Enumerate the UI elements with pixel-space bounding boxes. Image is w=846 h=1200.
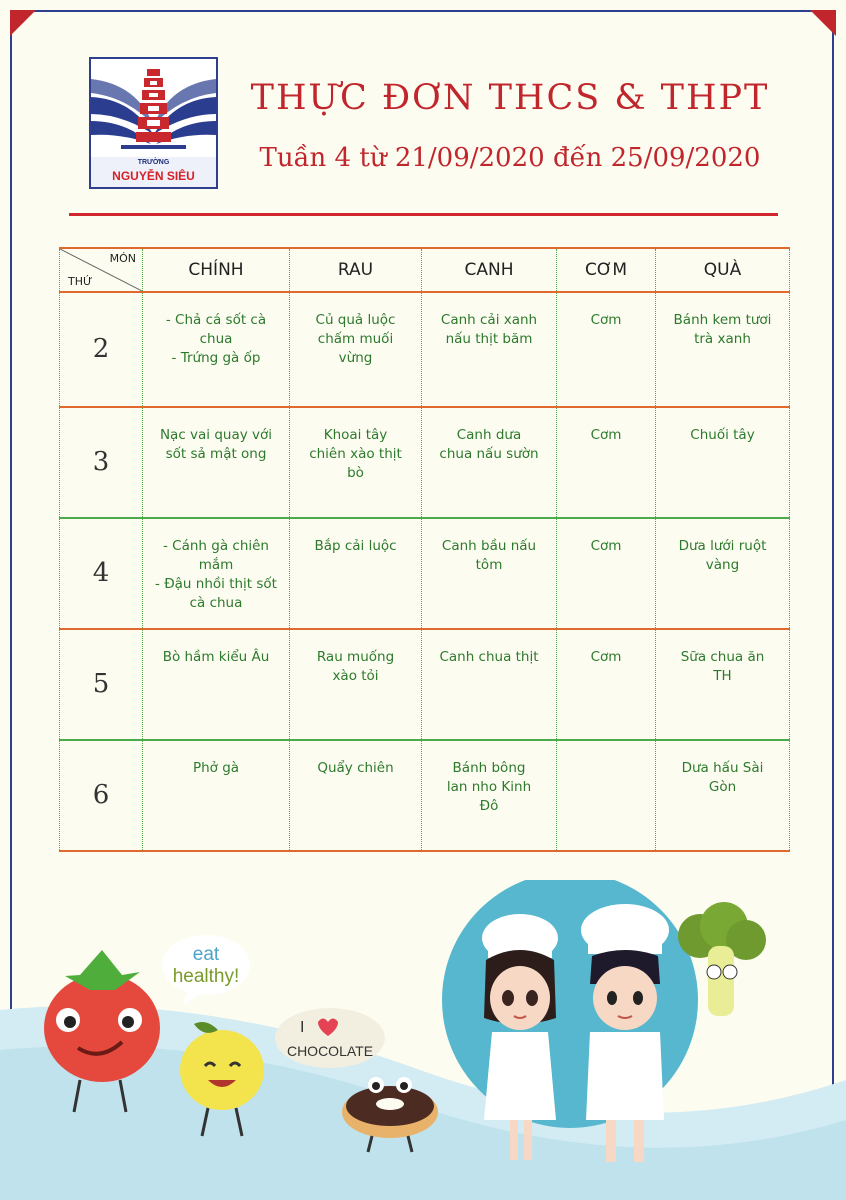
table-row [60, 629, 790, 740]
cell-line: Bắp cải luộc [314, 538, 397, 554]
main-dish-cell [143, 518, 290, 629]
eat-label: eat [192, 944, 220, 965]
table-row [60, 407, 790, 518]
day-cell: 5 [60, 629, 143, 740]
main-dish-cell [143, 292, 290, 407]
cell-line: Canh chua thịt [439, 649, 539, 665]
dessert-cell [656, 740, 790, 851]
cell-line: vừng [338, 350, 373, 366]
dessert-cell [656, 292, 790, 407]
soup-cell [422, 407, 557, 518]
vegetable-cell [290, 740, 422, 851]
column-header: QUÀ [656, 248, 790, 292]
cell-line: Quẩy chiên [317, 760, 394, 776]
cell-line: xào tỏi [332, 668, 379, 684]
day-cell: 3 [60, 407, 143, 518]
rice-cell [557, 407, 656, 518]
speech-bubble [162, 935, 250, 1006]
corner-label-thu: THỨ [68, 275, 93, 288]
main-dish-cell [143, 407, 290, 518]
soup-cell [422, 518, 557, 629]
cell-line: Cơm [590, 649, 622, 665]
day-cell: 4 [60, 518, 143, 629]
soup-cell [422, 740, 557, 851]
rice-cell [557, 292, 656, 407]
pagoda-logo-icon [91, 59, 216, 187]
cell-line: Bánh kem tươi [673, 312, 772, 328]
day-cell: 2 [60, 292, 143, 407]
cell-line: tôm [475, 557, 503, 573]
school-name: NGUYỄN SIÊU [112, 169, 195, 183]
rice-cell [557, 740, 656, 851]
cell-line: Nạc vai quay với [159, 427, 273, 443]
cell-line: Bò hầm kiểu Âu [162, 649, 270, 665]
page-subtitle: Tuần 4 từ 21/09/2020 đến 25/09/2020 [259, 143, 761, 173]
cell-line: trà xanh [694, 331, 751, 347]
dessert-cell [656, 518, 790, 629]
cell-line: chua [199, 331, 233, 347]
cell-line: Cơm [590, 427, 622, 443]
cell-line: chiên xào thịt [309, 446, 402, 462]
vegetable-cell [290, 518, 422, 629]
cell-line: - Cánh gà chiên [163, 538, 269, 554]
cell-line: Chuối tây [690, 427, 755, 443]
column-header: CHÍNH [143, 248, 290, 292]
healthy-label: healthy! [172, 966, 240, 987]
page-title: THỰC ĐƠN THCS & THPT [250, 78, 770, 118]
cell-line: Rau muống [316, 649, 395, 665]
cell-line: vàng [705, 557, 740, 573]
dessert-cell [656, 629, 790, 740]
title-divider [69, 213, 778, 216]
column-header: CANH [422, 248, 557, 292]
i-label: I [300, 1019, 305, 1036]
table-row [60, 740, 790, 851]
chocolate-label: CHOCOLATE [286, 1043, 374, 1059]
cell-line: sốt sả mật ong [165, 446, 267, 462]
vegetable-cell [290, 292, 422, 407]
cell-line: Dưa lưới ruột [678, 538, 767, 554]
cell-line: bò [347, 465, 364, 481]
logo-caption: TRƯỜNG [137, 159, 170, 166]
cell-line: Đô [479, 798, 499, 814]
cell-line: Khoai tây [323, 427, 388, 443]
cell-line: lan nho Kinh [446, 779, 532, 795]
main-dish-cell [143, 740, 290, 851]
corner-label-mon: MÓN [109, 252, 136, 265]
vegetable-cell [290, 407, 422, 518]
cell-line: Phở gà [192, 760, 240, 776]
cell-line: cà chua [189, 595, 243, 611]
day-cell: 6 [60, 740, 143, 851]
cell-line: Dưa hấu Sài [681, 760, 764, 776]
cell-line: Củ quả luộc [315, 312, 396, 328]
vegetable-cell [290, 629, 422, 740]
corner-decoration [10, 10, 36, 36]
header-corner-cell [60, 248, 143, 292]
table-row [60, 292, 790, 407]
column-header: CƠM [557, 248, 656, 292]
cell-line: Sữa chua ăn [680, 649, 765, 665]
cell-line: - Chả cá sốt cà [165, 312, 267, 328]
cell-line: mắm [198, 557, 234, 573]
dessert-cell [656, 407, 790, 518]
soup-cell [422, 629, 557, 740]
cell-line: nấu thịt băm [445, 331, 533, 347]
cell-line: - Trứng gà ốp [171, 350, 261, 366]
cell-line: Canh cải xanh [440, 312, 538, 328]
cell-line: Gòn [708, 779, 737, 795]
school-logo [89, 57, 218, 189]
table-header-row [60, 248, 790, 292]
cell-line: chấm muối [317, 331, 394, 347]
cell-line: TH [713, 668, 732, 684]
cell-line: Cơm [590, 312, 622, 328]
cell-line: - Đậu nhồi thịt sốt [155, 576, 277, 592]
cell-line: Cơm [590, 538, 622, 554]
cell-line: chua nấu sườn [439, 446, 539, 462]
chocolate-bubble [275, 1008, 385, 1068]
rice-cell [557, 629, 656, 740]
menu-table [59, 247, 790, 852]
rice-cell [557, 518, 656, 629]
soup-cell [422, 292, 557, 407]
corner-decoration [810, 10, 836, 36]
column-header: RAU [290, 248, 422, 292]
cell-line: Bánh bông [452, 760, 526, 776]
food-illustration [0, 880, 846, 1200]
table-row [60, 518, 790, 629]
cell-line: Canh bầu nấu [441, 538, 537, 554]
main-dish-cell [143, 629, 290, 740]
cell-line: Canh dưa [456, 427, 522, 443]
